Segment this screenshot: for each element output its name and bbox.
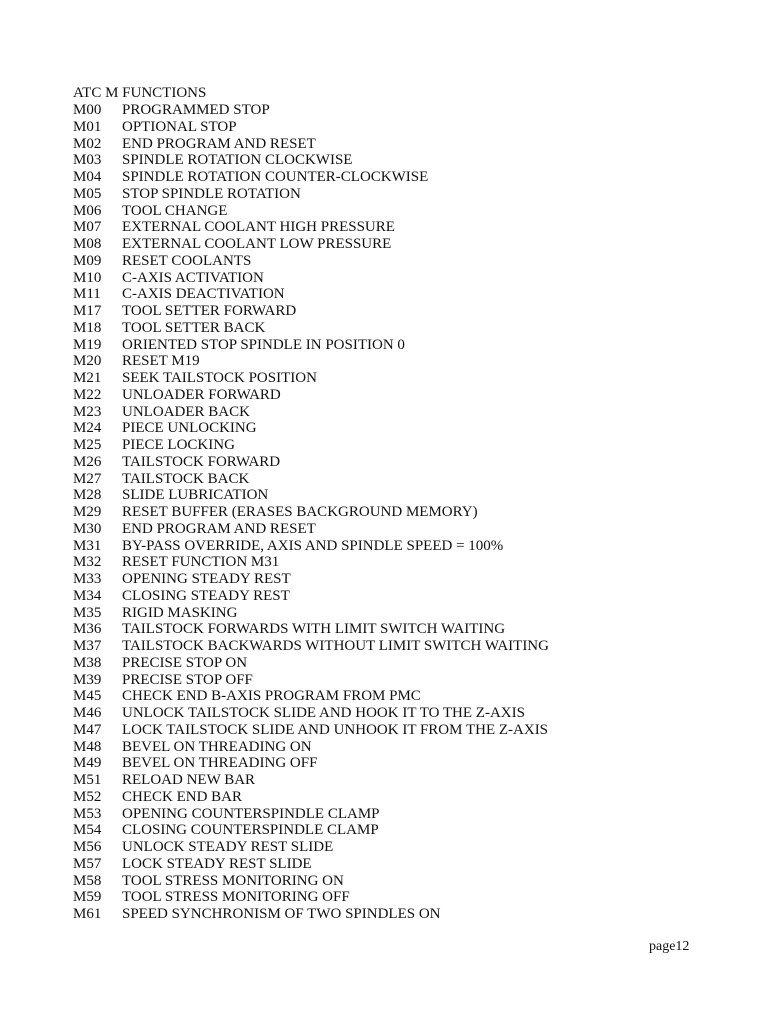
m-description: UNLOADER BACK [122,403,250,420]
m-description: RELOAD NEW BAR [122,772,256,788]
m-description: SEEK TAILSTOCK POSITION [122,370,317,386]
m-code: M01 [73,118,102,135]
m-description: BEVEL ON THREADING OFF [122,755,318,772]
list-item [73,420,713,437]
m-code: M05 [73,185,102,202]
m-code: M51 [73,772,102,788]
list-item [73,270,713,287]
m-description: EXTERNAL COOLANT LOW PRESSURE [122,236,392,252]
m-code: M32 [73,554,102,571]
m-description: PRECISE STOP ON [122,654,248,671]
m-description: SPINDLE ROTATION COUNTER-CLOCKWISE [122,169,429,185]
m-description: CHECK END B-AXIS PROGRAM FROM PMC [122,688,421,705]
m-code: M59 [73,889,102,906]
list-item [73,504,713,521]
m-code: M18 [73,319,102,336]
m-code: M27 [73,470,102,487]
list-item [73,320,713,337]
list-item [73,370,713,387]
list-item [73,889,713,906]
m-description: TOOL STRESS MONITORING ON [122,872,344,889]
m-description: SLIDE LUBRICATION [122,487,269,504]
m-code: M46 [73,705,102,721]
m-description: BY-PASS OVERRIDE, AXIS AND SPINDLE SPEED = 100% [122,537,504,554]
m-code: M00 [73,102,102,118]
list-item [73,253,713,270]
m-code: M57 [73,855,102,872]
list-item [73,538,713,555]
m-code: M23 [73,403,102,420]
list-item [73,605,713,622]
m-description: TOOL STRESS MONITORING OFF [122,889,350,906]
m-code: M07 [73,219,102,236]
page-number: page12 [649,939,690,954]
list-item [73,873,713,890]
list-item [73,906,713,923]
m-code: M58 [73,872,102,889]
m-code: M09 [73,252,102,269]
m-code: M54 [73,822,102,839]
m-description: SPEED SYNCHRONISM OF TWO SPINDLES ON [122,906,441,922]
m-code: M33 [73,571,102,587]
m-description: TOOL SETTER BACK [122,319,266,336]
list-item [73,387,713,404]
list-item [73,437,713,454]
m-code: M45 [73,688,102,705]
m-code: M03 [73,152,102,169]
m-description: TAILSTOCK FORWARDS WITH LIMIT SWITCH WAITING [122,621,506,638]
list-item [73,571,713,588]
m-description: RESET FUNCTION M31 [122,554,280,571]
list-item [73,755,713,772]
m-description: TOOL CHANGE [122,202,228,219]
list-item [73,722,713,739]
m-code: M08 [73,236,102,252]
list-item [73,856,713,873]
m-description: RESET M19 [122,353,200,370]
m-description: C-AXIS DEACTIVATION [122,286,285,303]
m-description: RESET BUFFER (ERASES BACKGROUND MEMORY) [122,504,478,520]
list-item [73,839,713,856]
m-description: UNLOADER FORWARD [122,386,281,403]
m-description: RIGID MASKING [122,604,238,621]
m-code: M37 [73,638,102,654]
list-item [73,303,713,320]
list-item [73,236,713,253]
m-description: PIECE LOCKING [122,437,235,453]
list-item [73,487,713,504]
m-description: LOCK TAILSTOCK SLIDE AND UNHOOK IT FROM THE Z-AXIS [122,721,549,738]
m-description: END PROGRAM AND RESET [122,135,316,152]
m-description: TOOL SETTER FORWARD [122,303,297,319]
list-item [73,688,713,705]
m-code: M53 [73,805,102,822]
list-item [73,822,713,839]
m-description: OPENING STEADY REST [122,571,291,587]
m-description: ORIENTED STOP SPINDLE IN POSITION 0 [122,336,405,353]
list-item [73,655,713,672]
m-description: OPENING COUNTERSPINDLE CLAMP [122,805,380,822]
list-item [73,789,713,806]
list-item [73,521,713,538]
m-description: TAILSTOCK FORWARD [122,453,281,470]
m-code: M22 [73,386,102,403]
m-description: BEVEL ON THREADING ON [122,738,312,755]
m-description: PROGRAMMED STOP [122,102,270,118]
m-code: M48 [73,738,102,755]
list-item [73,353,713,370]
m-code: M38 [73,654,102,671]
list-item [73,739,713,756]
list-item [73,454,713,471]
m-code: M36 [73,621,102,638]
m-code: M10 [73,269,102,286]
list-item [73,136,713,153]
m-code: M34 [73,587,102,604]
document-body [73,84,713,923]
m-description: RESET COOLANTS [122,252,252,269]
m-code: M17 [73,303,102,319]
m-code: M26 [73,453,102,470]
list-item [73,772,713,789]
list-item [73,337,713,354]
m-code: M30 [73,520,102,537]
m-description: TAILSTOCK BACK [122,470,250,487]
list-item [73,203,713,220]
m-code: M25 [73,437,102,453]
m-code: M61 [73,906,102,922]
m-description: PRECISE STOP OFF [122,671,253,688]
list-item [73,119,713,136]
m-code: M49 [73,755,102,772]
m-code: M20 [73,353,102,370]
list-item [73,471,713,488]
m-description: CHECK END BAR [122,788,243,805]
list-item [73,588,713,605]
m-description: EXTERNAL COOLANT HIGH PRESSURE [122,219,395,236]
m-description: UNLOCK TAILSTOCK SLIDE AND HOOK IT TO THE Z-AXIS [122,705,525,721]
m-code: M52 [73,788,102,805]
list-item [73,404,713,421]
m-description: CLOSING COUNTERSPINDLE CLAMP [122,822,379,839]
list-item [73,638,713,655]
m-description: UNLOCK STEADY REST SLIDE [122,839,334,855]
m-code: M35 [73,604,102,621]
m-code: M19 [73,336,102,353]
list-item [73,186,713,203]
list-item [73,169,713,186]
m-function-list [73,102,713,923]
m-code: M29 [73,504,102,520]
m-description: END PROGRAM AND RESET [122,520,316,537]
list-item [73,806,713,823]
list-item [73,672,713,689]
list-item [73,286,713,303]
m-code: M28 [73,487,102,504]
m-code: M47 [73,721,102,738]
list-item [73,705,713,722]
m-code: M02 [73,135,102,152]
m-code: M56 [73,839,102,855]
m-code: M31 [73,537,102,554]
m-description: OPTIONAL STOP [122,118,237,135]
list-item [73,554,713,571]
m-description: LOCK STEADY REST SLIDE [122,855,312,872]
m-description: CLOSING STEADY REST [122,587,290,604]
document-title: ATC M FUNCTIONS [73,85,207,101]
m-description: STOP SPINDLE ROTATION [122,185,301,202]
list-item [73,219,713,236]
m-description: SPINDLE ROTATION CLOCKWISE [122,152,353,169]
list-item [73,102,713,119]
list-item [73,152,713,169]
m-description: PIECE UNLOCKING [122,420,257,437]
m-code: M39 [73,671,102,688]
m-description: C-AXIS ACTIVATION [122,269,264,286]
m-code: M11 [73,286,101,303]
m-code: M21 [73,370,102,386]
list-item [73,621,713,638]
m-code: M06 [73,202,102,219]
m-code: M04 [73,169,102,185]
m-code: M24 [73,420,102,437]
m-description: TAILSTOCK BACKWARDS WITHOUT LIMIT SWITCH WAITING [122,638,549,654]
